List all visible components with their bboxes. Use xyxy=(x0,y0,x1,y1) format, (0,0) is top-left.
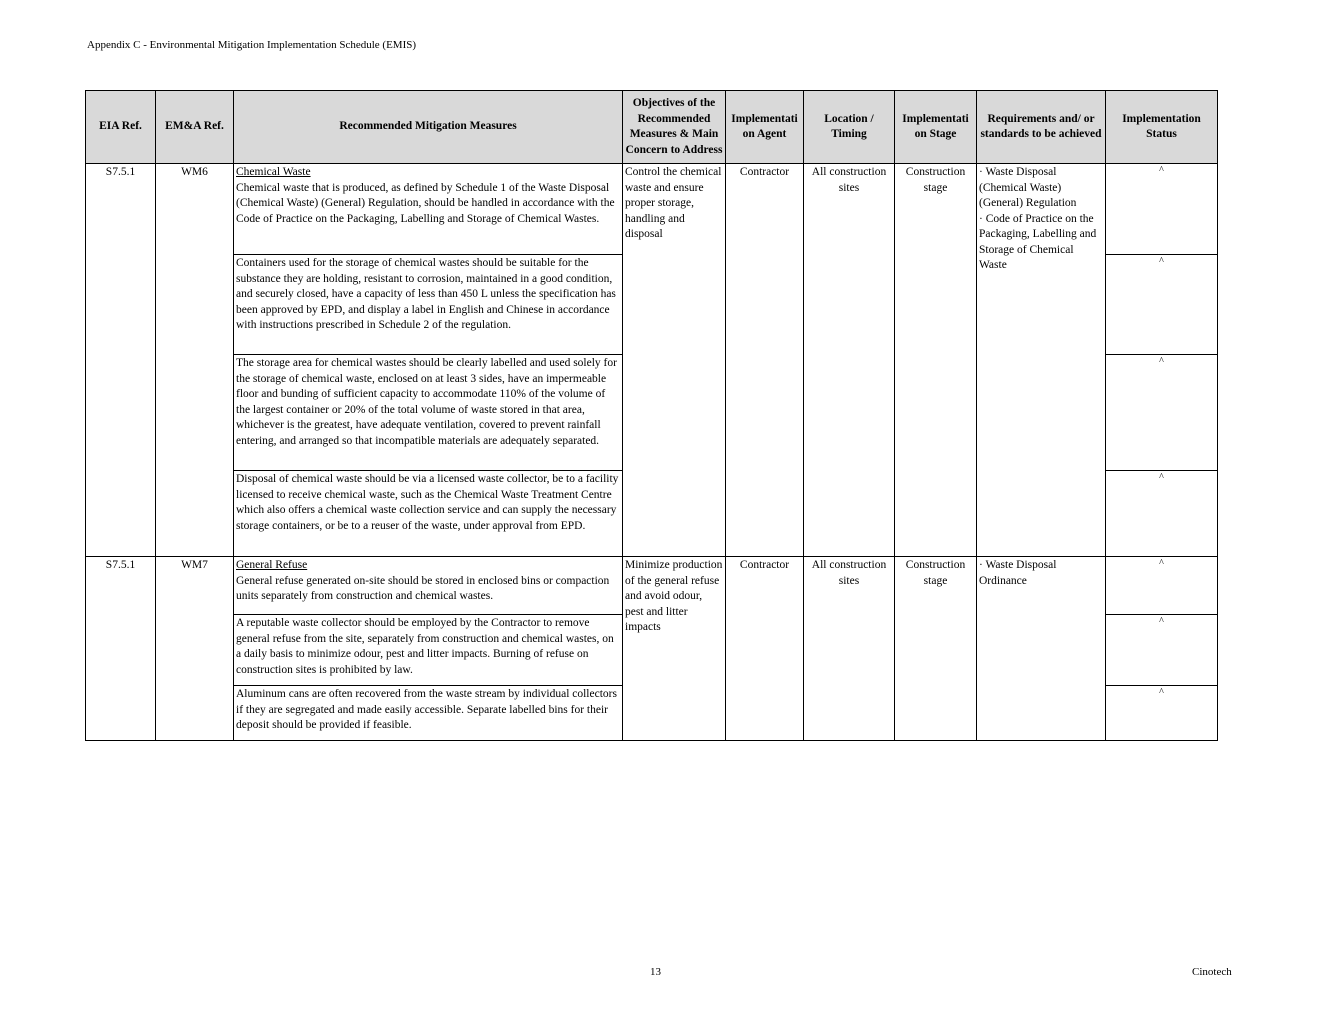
status-cell: ^ xyxy=(1106,255,1218,355)
agent-cell: Contractor xyxy=(726,557,804,741)
location-cell: All construction sites xyxy=(804,164,895,557)
measure-cell xyxy=(234,164,623,255)
measure-cell: A reputable waste collector should be employed by the Contractor to remove general refuse from the site, separately from construction and chemical wastes, on a daily basis to minimize odour, pest and litter impacts. Burning of refuse on construction sites is prohibited by law. xyxy=(234,615,623,686)
status-cell: ^ xyxy=(1106,164,1218,255)
table-header-row xyxy=(86,91,1218,164)
table-row xyxy=(86,557,1218,615)
measure-cell: Containers used for the storage of chemical wastes should be suitable for the substance they are holding, resistant to corrosion, maintained in a good condition, and securely closed, have a capacity of less than 450 L unless the specification has been approved by EPD, and display a label in English and Chinese in accordance with instructions prescribed in Schedule 2 of the regulation. xyxy=(234,255,623,355)
measure-cell: Disposal of chemical waste should be via a licensed waste collector, be to a facility licensed to receive chemical waste, such as the Chemical Waste Treatment Centre which also offers a chemical waste collection service and can supply the necessary storage containers, or be to a reuser of the waste, under approval from EPD. xyxy=(234,471,623,557)
stage-cell: Construction stage xyxy=(895,164,977,557)
objectives-cell: Control the chemical waste and ensure proper storage, handling and disposal xyxy=(623,164,726,557)
header-requirements: Requirements and/ or standards to be achieved xyxy=(977,91,1106,164)
eia-ref-cell: S7.5.1 xyxy=(86,557,156,741)
measure-topic: General Refuse xyxy=(236,559,308,571)
status-cell: ^ xyxy=(1106,471,1218,557)
status-cell: ^ xyxy=(1106,615,1218,686)
eia-ref-cell: S7.5.1 xyxy=(86,164,156,557)
status-cell: ^ xyxy=(1106,557,1218,615)
header-objectives: Objectives of the Recommended Measures & Main Concern to Address xyxy=(623,91,726,164)
page-number: 13 xyxy=(650,966,661,978)
header-eia-ref: EIA Ref. xyxy=(86,91,156,164)
table-row xyxy=(86,164,1218,255)
status-cell: ^ xyxy=(1106,355,1218,471)
company-name: Cinotech xyxy=(1192,966,1232,978)
emis-table xyxy=(85,90,1218,741)
document-header: Appendix C - Environmental Mitigation Implementation Schedule (EMIS) xyxy=(87,39,417,51)
ema-ref-cell: WM6 xyxy=(156,164,234,557)
measure-text: Chemical waste that is produced, as defined by Schedule 1 of the Waste Disposal (Chemical Waste) (General) Regulation, should be handled in accordance with the Code of Practice on the Packaging, Labelling and Storage of Chemical Wastes. xyxy=(236,181,615,225)
measure-text: General refuse generated on-site should be stored in enclosed bins or compaction units separately from construction and chemical wastes. xyxy=(236,574,610,602)
measure-cell: The storage area for chemical wastes should be clearly labelled and used solely for the storage of chemical waste, enclosed on at least 3 sides, have an impermeable floor and bunding of sufficient capacity to accommodate 110% of the volume of the largest container or 20% of the total volume of waste stored in that area, whichever is the greatest, have adequate ventilation, covered to prevent rainfall entering, and arranged so that incompatible materials are adequately separated. xyxy=(234,355,623,471)
agent-cell: Contractor xyxy=(726,164,804,557)
requirements-cell: · Waste Disposal (Chemical Waste) (General) Regulation · Code of Practice on the Packaging, Labelling and Storage of Chemical Waste xyxy=(977,164,1106,557)
header-agent: Implementati on Agent xyxy=(726,91,804,164)
requirements-cell: · Waste Disposal Ordinance xyxy=(977,557,1106,741)
header-status: Implementation Status xyxy=(1106,91,1218,164)
header-stage: Implementati on Stage xyxy=(895,91,977,164)
header-measures: Recommended Mitigation Measures xyxy=(234,91,623,164)
measure-cell: Aluminum cans are often recovered from the waste stream by individual collectors if they are segregated and made easily accessible. Separate labelled bins for their deposit should be provided if feasible. xyxy=(234,686,623,741)
ema-ref-cell: WM7 xyxy=(156,557,234,741)
measure-cell xyxy=(234,557,623,615)
objectives-cell: Minimize production of the general refuse and avoid odour, pest and litter impacts xyxy=(623,557,726,741)
stage-cell: Construction stage xyxy=(895,557,977,741)
header-location: Location / Timing xyxy=(804,91,895,164)
measure-topic: Chemical Waste xyxy=(236,166,311,178)
location-cell: All construction sites xyxy=(804,557,895,741)
status-cell: ^ xyxy=(1106,686,1218,741)
header-ema-ref: EM&A Ref. xyxy=(156,91,234,164)
